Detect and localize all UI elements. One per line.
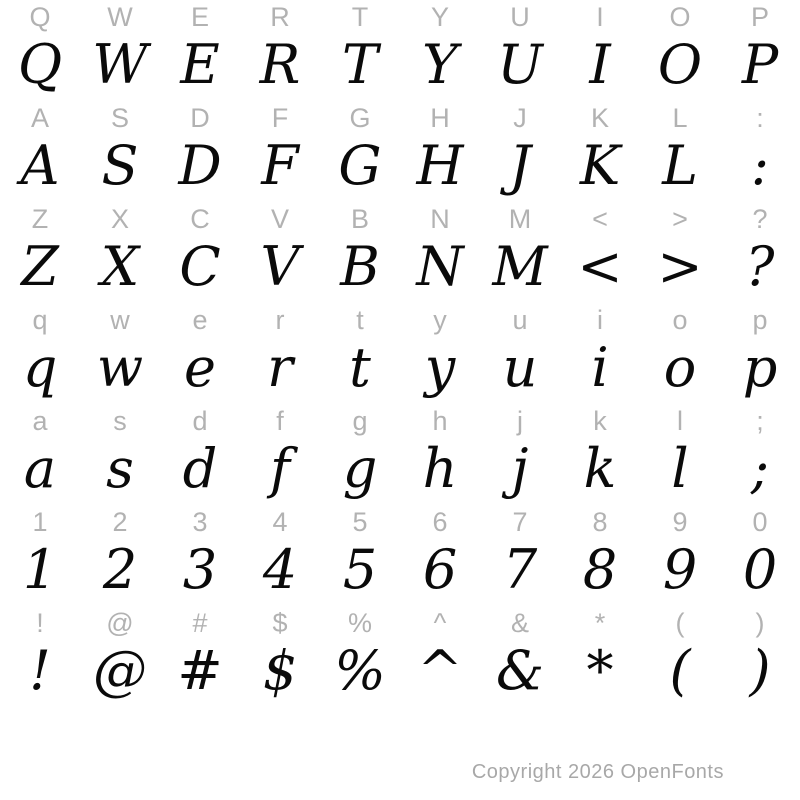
script-glyph-char: P — [741, 33, 779, 96]
script-glyph-char: p — [742, 336, 778, 399]
reference-char: T — [351, 2, 369, 32]
reference-char: i — [597, 305, 603, 335]
reference-char: U — [510, 2, 530, 32]
script-glyph-char: & — [495, 639, 545, 702]
script-glyph-char: X — [100, 235, 140, 298]
reference-char: u — [512, 305, 528, 335]
reference-char: D — [190, 103, 210, 133]
script-glyph-char: y — [424, 336, 456, 399]
script-glyph-char: 7 — [502, 538, 538, 601]
reference-char: l — [677, 406, 683, 436]
glyph-row-pair — [0, 406, 800, 507]
script-glyph-char: @ — [93, 639, 147, 702]
script-glyph-char: ? — [745, 235, 775, 298]
script-glyph-char: F — [261, 134, 299, 197]
script-glyph-char: l — [671, 437, 689, 500]
reference-char: d — [192, 406, 208, 436]
reference-char: g — [352, 406, 368, 436]
script-glyph-char: 5 — [342, 538, 378, 601]
reference-char: M — [508, 204, 532, 234]
reference-char: L — [672, 103, 688, 133]
reference-char: ^ — [433, 608, 447, 638]
script-glyph-char: W — [92, 33, 148, 96]
script-glyph-char: ! — [29, 639, 51, 702]
reference-char: % — [347, 608, 372, 638]
reference-char: * — [594, 608, 606, 638]
script-glyph-char: R — [259, 33, 301, 96]
script-glyph-char: S — [101, 134, 139, 197]
script-glyph-char: o — [663, 336, 697, 399]
script-glyph-char: ; — [750, 437, 770, 500]
script-glyph-char: 1 — [22, 538, 58, 601]
script-glyph-char: h — [422, 437, 458, 500]
script-glyph-char: 6 — [422, 538, 458, 601]
script-glyph-char: Z — [21, 235, 59, 298]
reference-char: R — [270, 2, 290, 32]
reference-char: 8 — [592, 507, 608, 537]
reference-char: H — [430, 103, 450, 133]
script-glyph-char: k — [583, 437, 617, 500]
reference-char: 4 — [272, 507, 288, 537]
reference-char: 0 — [752, 507, 768, 537]
reference-char: ) — [755, 608, 765, 638]
reference-char: ; — [756, 406, 764, 436]
script-glyph-char: O — [657, 33, 703, 96]
script-glyph-char: i — [591, 336, 609, 399]
reference-char: < — [592, 204, 608, 234]
script-glyph-char: L — [662, 134, 698, 197]
script-glyph-char: 2 — [102, 538, 138, 601]
reference-char: Q — [29, 2, 51, 32]
reference-char: X — [110, 204, 129, 234]
script-glyph-char: $ — [262, 639, 298, 702]
glyph-row-pair — [0, 2, 800, 103]
reference-char: O — [669, 2, 691, 32]
reference-char: a — [32, 406, 48, 436]
script-glyph-row — [0, 234, 800, 305]
reference-char: ? — [752, 204, 768, 234]
script-glyph-char: ( — [669, 639, 691, 702]
reference-char: I — [596, 2, 604, 32]
reference-char: C — [190, 204, 210, 234]
reference-char: G — [349, 103, 371, 133]
script-glyph-char: A — [20, 134, 60, 197]
glyph-row-pair — [0, 608, 800, 709]
reference-char: K — [590, 103, 609, 133]
script-glyph-char: s — [106, 437, 134, 500]
reference-char: t — [356, 305, 364, 335]
reference-char: 9 — [672, 507, 688, 537]
reference-char: q — [32, 305, 48, 335]
script-glyph-char: K — [579, 134, 621, 197]
script-glyph-char: e — [184, 336, 216, 399]
script-glyph-char: 0 — [742, 538, 778, 601]
reference-char: 2 — [112, 507, 128, 537]
script-glyph-char: V — [260, 235, 300, 298]
reference-char: 6 — [432, 507, 448, 537]
reference-char: r — [275, 305, 285, 335]
script-glyph-char: C — [179, 235, 221, 298]
reference-char: W — [107, 2, 133, 32]
script-glyph-char: w — [96, 336, 144, 399]
script-glyph-char: U — [497, 33, 543, 96]
script-glyph-char: 4 — [262, 538, 298, 601]
copyright-notice: Copyright 2026 OpenFonts — [471, 761, 724, 783]
reference-char: : — [756, 103, 764, 133]
reference-char: o — [672, 305, 688, 335]
reference-char: ! — [36, 608, 44, 638]
reference-char: @ — [106, 608, 134, 638]
script-glyph-row — [0, 32, 800, 103]
reference-char: f — [276, 406, 284, 436]
reference-char: N — [430, 204, 450, 234]
glyph-row-pair — [0, 103, 800, 204]
script-glyph-char: a — [23, 437, 57, 500]
script-glyph-char: ) — [749, 639, 771, 702]
script-glyph-char: 9 — [662, 538, 698, 601]
reference-char: w — [110, 305, 130, 335]
reference-char: ( — [675, 608, 685, 638]
reference-char: 3 — [192, 507, 208, 537]
reference-char-row — [0, 2, 800, 32]
script-glyph-char: * — [586, 639, 614, 702]
reference-char: 7 — [512, 507, 528, 537]
script-glyph-row — [0, 133, 800, 204]
script-glyph-char: # — [177, 639, 223, 702]
script-glyph-char: % — [334, 639, 386, 702]
script-glyph-char: D — [178, 134, 222, 197]
reference-char: h — [432, 406, 448, 436]
script-glyph-row — [0, 335, 800, 406]
reference-char: & — [510, 608, 529, 638]
script-glyph-row — [0, 638, 800, 709]
reference-char: F — [271, 103, 289, 133]
reference-char: p — [752, 305, 768, 335]
reference-char: E — [190, 2, 209, 32]
reference-char-row — [0, 406, 800, 436]
script-glyph-char: Y — [422, 33, 458, 96]
reference-char: J — [513, 103, 527, 133]
script-glyph-char: T — [341, 33, 379, 96]
reference-char: s — [113, 406, 127, 436]
script-glyph-char: g — [342, 437, 378, 500]
script-glyph-row — [0, 537, 800, 608]
reference-char: k — [593, 406, 607, 436]
reference-char: V — [270, 204, 289, 234]
script-glyph-row — [0, 436, 800, 507]
script-glyph-char: I — [589, 33, 611, 96]
reference-char: e — [192, 305, 208, 335]
reference-char-row — [0, 204, 800, 234]
reference-char-row — [0, 608, 800, 638]
reference-char: Z — [31, 204, 49, 234]
script-glyph-char: j — [511, 437, 529, 500]
script-glyph-char: : — [750, 134, 770, 197]
reference-char: > — [672, 204, 688, 234]
script-glyph-char: G — [338, 134, 382, 197]
reference-char: j — [517, 406, 523, 436]
script-glyph-char: u — [502, 336, 538, 399]
script-glyph-char: f — [270, 437, 290, 500]
reference-char: y — [433, 305, 447, 335]
script-glyph-char: t — [349, 336, 371, 399]
script-glyph-char: B — [340, 235, 380, 298]
reference-char: $ — [272, 608, 288, 638]
script-glyph-char: 8 — [582, 538, 618, 601]
reference-char: B — [350, 204, 369, 234]
glyph-row-pair — [0, 507, 800, 608]
reference-char: 5 — [352, 507, 368, 537]
glyph-row-pair — [0, 305, 800, 406]
script-glyph-char: 3 — [182, 538, 218, 601]
script-glyph-char: M — [492, 235, 548, 298]
reference-char: # — [192, 608, 208, 638]
script-glyph-char: E — [180, 33, 220, 96]
script-glyph-char: ^ — [417, 639, 463, 702]
reference-char-row — [0, 305, 800, 335]
reference-char: Y — [430, 2, 449, 32]
script-glyph-char: Q — [17, 33, 63, 96]
script-glyph-char: > — [657, 235, 703, 298]
reference-char: A — [30, 103, 49, 133]
reference-char: S — [110, 103, 129, 133]
script-glyph-char: N — [416, 235, 464, 298]
reference-char: 1 — [32, 507, 48, 537]
script-glyph-char: r — [267, 336, 293, 399]
script-glyph-char: J — [509, 134, 531, 197]
reference-char-row — [0, 103, 800, 133]
glyph-row-pair — [0, 204, 800, 305]
font-character-map — [0, 2, 800, 709]
script-glyph-char: q — [22, 336, 58, 399]
script-glyph-char: < — [577, 235, 623, 298]
reference-char: P — [750, 2, 769, 32]
script-glyph-char: H — [416, 134, 464, 197]
reference-char-row — [0, 507, 800, 537]
script-glyph-char: d — [182, 437, 218, 500]
